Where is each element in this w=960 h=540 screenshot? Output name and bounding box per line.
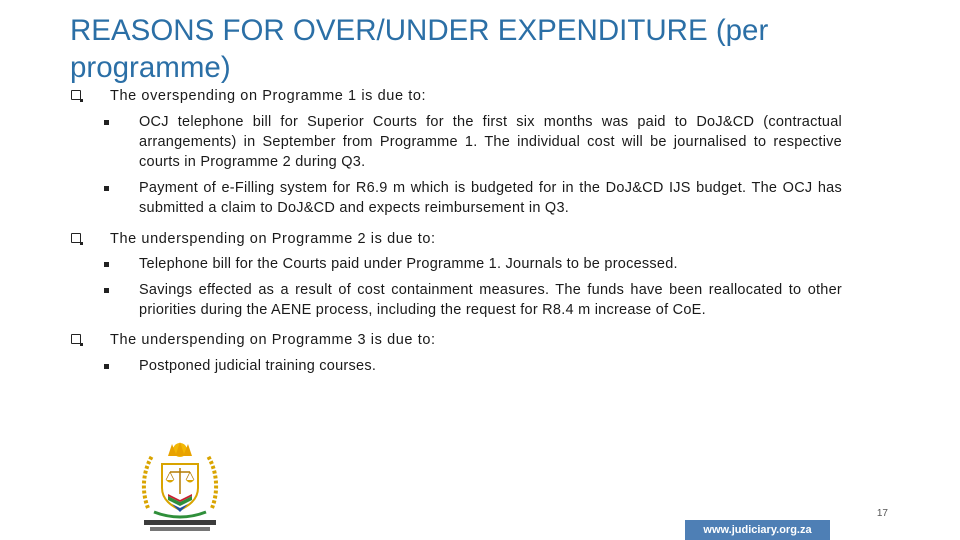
- item-bullet-icon: [104, 120, 109, 125]
- item-bullet-icon: [104, 288, 109, 293]
- list-item: Savings effected as a result of cost containment measures. The funds have been reallocated to other priorities during the AENE process, including the request for R8.4 m increase of CoE.: [139, 282, 842, 318]
- section-heading-programme-2: The underspending on Programme 2 is due to:: [110, 231, 436, 247]
- section-heading-programme-3: The underspending on Programme 3 is due to:: [110, 332, 436, 348]
- item-bullet-icon: [104, 186, 109, 191]
- slide-title: REASONS FOR OVER/UNDER EXPENDITURE (per programme): [70, 14, 769, 84]
- page-number: 17: [876, 508, 888, 519]
- list-item: Telephone bill for the Courts paid under Programme 1. Journals to be processed.: [139, 256, 678, 272]
- section-bullet-icon: [71, 334, 81, 344]
- judiciary-crest-icon: [138, 438, 222, 534]
- footer-url-link[interactable]: www.judiciary.org.za: [685, 520, 830, 540]
- list-item: Payment of e-Filling system for R6.9 m which is budgeted for in the DoJ&CD IJS budget. The OCJ has submitted a claim to DoJ&CD and expects reimbursement in Q3.: [139, 180, 842, 216]
- list-item: Postponed judicial training courses.: [139, 358, 377, 374]
- list-item: OCJ telephone bill for Superior Courts for the first six months was paid to DoJ&CD (contractual arrangements) in September from Programme 1. The individual cost will be journalised to respective courts in Programme 2 during Q3.: [139, 114, 842, 170]
- item-bullet-icon: [104, 364, 109, 369]
- item-bullet-icon: [104, 262, 109, 267]
- section-bullet-icon: [71, 90, 81, 100]
- section-heading-programme-1: The overspending on Programme 1 is due to:: [110, 88, 427, 104]
- section-bullet-icon: [71, 233, 81, 243]
